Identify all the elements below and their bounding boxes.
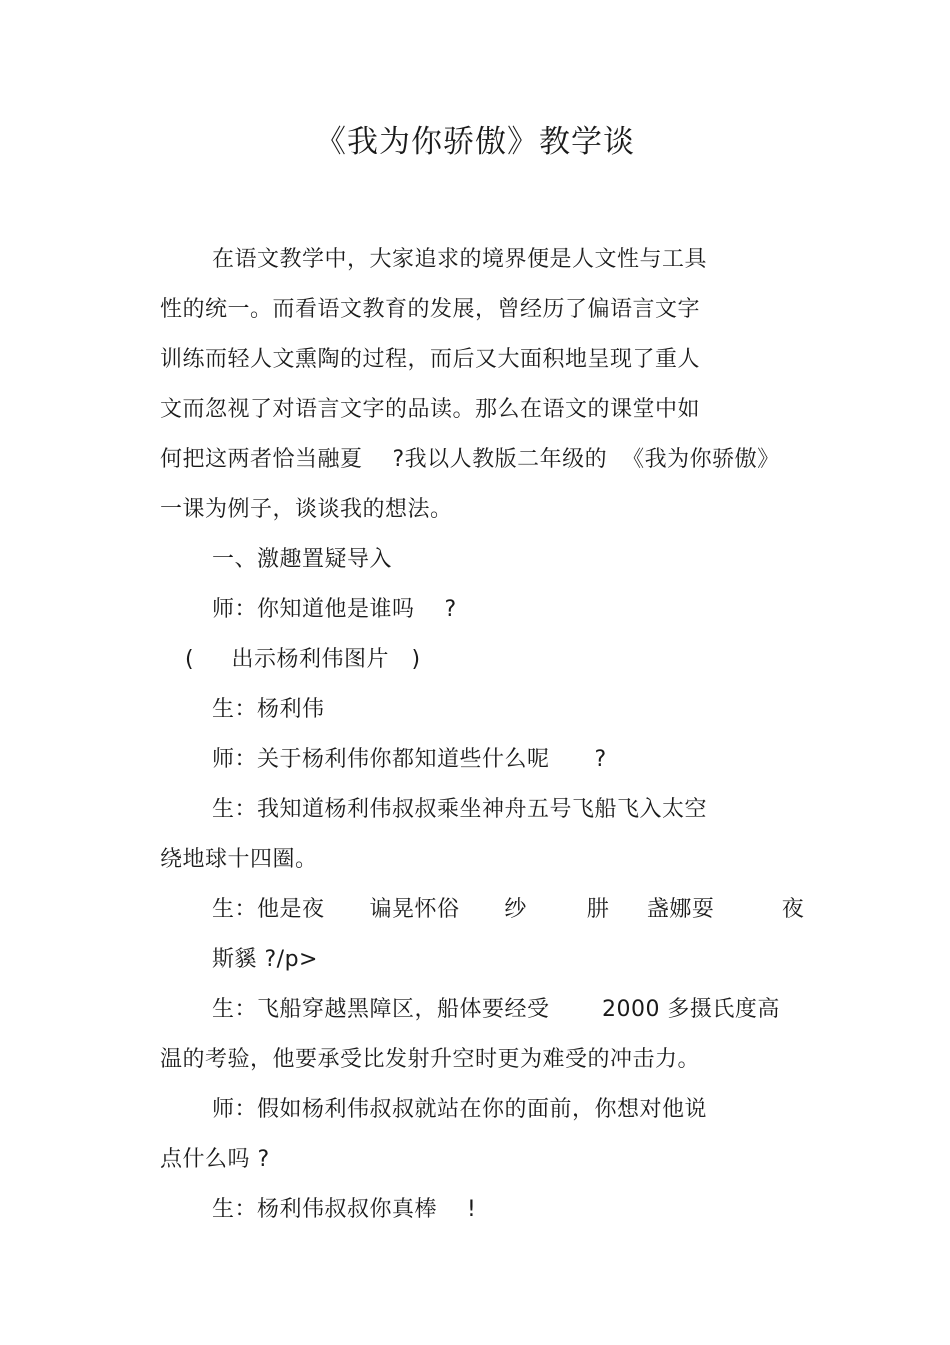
dialogue-line: 点什么吗 ? [160,1147,270,1172]
dialogue-line: 生：我知道杨利伟叔叔乘坐神舟五号飞船飞入太空 [212,797,708,822]
paragraph-line: 在语文教学中，大家追求的境界便是人文性与工具 [212,247,708,272]
dialogue-line: 温的考验，他要承受比发射升空时更为难受的冲击力。 [160,1047,701,1072]
dialogue-line: 绕地球十四圈。 [160,847,318,872]
paragraph-line: 性的统一。而看语文教育的发展，曾经历了偏语言文字 [160,297,701,322]
dialogue-line: 生：杨利伟 [212,697,325,722]
dialogue-line: 师：假如杨利伟叔叔就站在你的面前，你想对他说 [212,1097,708,1122]
paragraph-line: 一课为例子，谈谈我的想法。 [160,497,453,522]
dialogue-line: 生：飞船穿越黑障区，船体要经受 2000 多摄氏度高 [212,997,780,1022]
document-title: 《我为你骄傲》教学谈 [315,124,635,160]
paragraph-line: 训练而轻人文熏陶的过程，而后又大面积地呈现了重人 [160,347,701,372]
paragraph-line: 文而忽视了对语言文字的品读。那么在语文的课堂中如 [160,397,701,422]
dialogue-line: 生：杨利伟叔叔你真棒 ! [212,1197,477,1222]
section-heading: 一、激趣置疑导入 [212,547,393,572]
paragraph-line: 何把这两者恰当融夏 ?我以人教版二年级的 《我为你骄傲》 [160,447,780,472]
dialogue-line: 斯貕 ?/p> [212,947,318,972]
dialogue-line: 师：你知道他是谁吗 ? [212,597,457,622]
stage-direction: ( 出示杨利伟图片 ) [185,647,421,672]
dialogue-line: 师：关于杨利伟你都知道些什么呢 ? [212,747,607,772]
dialogue-line: 生：他是夜 谝晃怀俗 纱 肼 盏娜耍 夜 [212,897,805,922]
